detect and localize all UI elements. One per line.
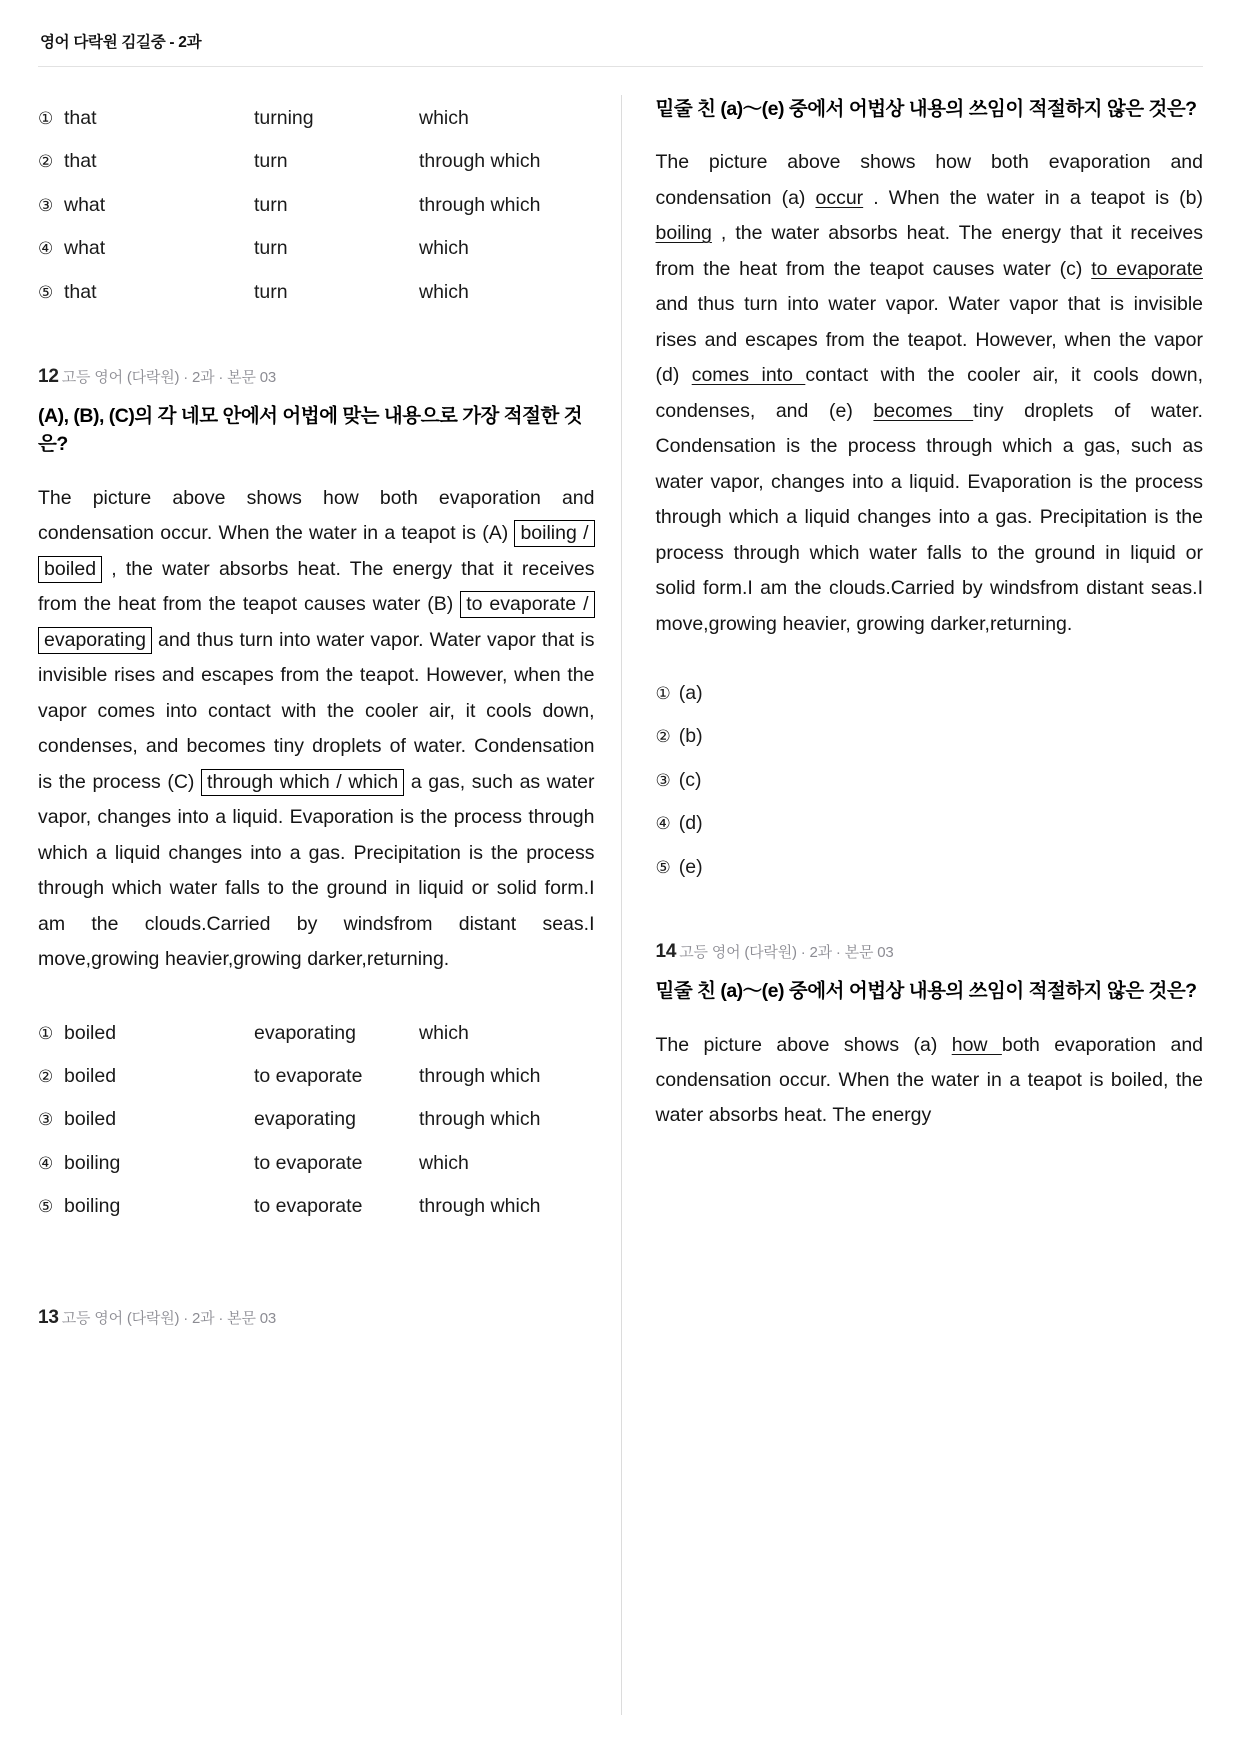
passage-text-part-4: and thus turn into water vapor. Water vapor that is invisible rises and escapes from the teapot. However, when the vapor (d) <box>655 293 1203 387</box>
choice-col-a: boiling <box>64 1195 121 1218</box>
boxed-choice-a[interactable]: boiling / boiled <box>38 520 595 582</box>
table-row[interactable] <box>38 1055 595 1098</box>
passage-text-part-1: The picture above shows how both evaporation and condensation (a) <box>655 151 1203 209</box>
question-12-passage <box>38 481 595 978</box>
choice-col-c: which <box>419 237 469 260</box>
choice-col-c: which <box>419 280 469 303</box>
table-row[interactable] <box>38 1185 595 1228</box>
choice-number: ② <box>38 1066 54 1086</box>
table-row[interactable] <box>38 140 595 183</box>
choice-col-b: to evaporate <box>254 1064 363 1087</box>
choice-col-c: which <box>419 107 469 129</box>
choice-col-a: what <box>64 193 106 216</box>
choice-col-c: which <box>419 1151 469 1174</box>
question-12-choices-table <box>38 1012 595 1229</box>
left-column <box>38 95 621 1329</box>
choice-col-b: turn <box>254 150 288 173</box>
underlined-item-e[interactable]: becomes <box>873 399 974 422</box>
table-row[interactable] <box>38 184 595 227</box>
passage-text-part-3: and thus turn into water vapor. Water vapor that is invisible rises and escapes from the teapot. However, when the vapor comes into contact with the cooler air, it cools down, condenses, and becomes tiny droplets of water. Condensation is the process (C) <box>38 628 595 793</box>
choice-number: ① <box>38 109 54 128</box>
table-row[interactable] <box>38 271 595 314</box>
choice-col-b: to evaporate <box>254 1151 363 1174</box>
underlined-item-a[interactable]: occur <box>815 186 864 209</box>
question-14-source: 고등 영어 (다락원) · 2과 · 본문 03 <box>679 944 894 962</box>
choice-number: ③ <box>38 195 54 215</box>
question-13-choices <box>656 672 1204 889</box>
underlined-item-d[interactable]: comes into <box>691 364 806 387</box>
question-13-number: 13 <box>38 1306 59 1328</box>
underlined-item-c[interactable]: to evaporate <box>1091 257 1203 280</box>
passage-text-part-2: both evaporation and condensation occur. When the water in a teapot is boiled, the water absorbs heat. The energy <box>655 1033 1204 1127</box>
choice-label: (b) <box>678 725 703 748</box>
choice-col-b: turn <box>254 237 288 260</box>
choice-number: ① <box>655 684 671 704</box>
boxed-choice-b[interactable]: to evaporate / evaporating <box>38 591 595 653</box>
list-item[interactable] <box>656 759 1204 802</box>
right-column <box>621 95 1204 1715</box>
underlined-item-a[interactable]: how <box>951 1033 1002 1056</box>
choice-label: (a) <box>678 682 703 705</box>
question-14-number: 14 <box>655 941 677 963</box>
top-choices-table <box>38 97 595 314</box>
table-row[interactable] <box>38 97 595 140</box>
passage-text-part-3: , the water absorbs heat. The energy that it receives from the heat from the teapot causes water (c) <box>655 222 1203 280</box>
question-13-source: 고등 영어 (다락원) · 2과 · 본문 03 <box>61 1309 277 1327</box>
question-12-number: 12 <box>38 366 59 388</box>
choice-number: ③ <box>38 1110 54 1130</box>
choice-number: ② <box>655 727 671 747</box>
choice-col-a: boiling <box>64 1151 121 1174</box>
choice-number: ⑤ <box>38 1197 54 1217</box>
question-12-title: (A), (B), (C)의 각 네모 안에서 어법에 맞는 내용으로 가장 적절한 것은? <box>38 405 583 456</box>
choice-col-c: through which <box>419 150 541 173</box>
passage-text-part-1: The picture above shows (a) <box>655 1033 952 1056</box>
choice-col-b: turn <box>254 193 288 216</box>
list-item[interactable] <box>656 715 1204 758</box>
table-row[interactable] <box>38 1012 595 1055</box>
choice-number: ④ <box>655 814 671 834</box>
question-13-meta <box>38 1307 595 1329</box>
choice-col-a: boiled <box>64 1021 117 1044</box>
question-14-title: 밑줄 친 (a)〜(e) 중에서 어법상 내용의 쓰임이 적절하지 않은 것은? <box>655 980 1197 1003</box>
choice-number: ④ <box>38 1153 54 1173</box>
list-item[interactable] <box>656 672 1204 715</box>
choice-col-c: through which <box>419 1064 541 1087</box>
choice-col-a: that <box>64 280 97 303</box>
table-row[interactable] <box>38 1098 595 1141</box>
question-13-passage <box>656 145 1204 642</box>
choice-col-b: evaporating <box>254 1021 356 1044</box>
choice-label: (d) <box>678 812 703 835</box>
passage-text-part-4: a gas, such as water vapor, changes into a liquid. Evaporation is the process through which a liquid changes into a gas. Precipitation is the process through which water falls to the ground in liquid or solid form.I am the clouds.Carried by windsfrom distant seas.I move,growing heavier,growing darker,returning. <box>38 770 595 971</box>
choice-col-c: which <box>419 1021 469 1044</box>
choice-col-a: boiled <box>64 1108 117 1131</box>
choice-number: ③ <box>655 770 671 790</box>
underlined-item-b[interactable]: boiling <box>655 222 712 245</box>
choice-col-a: that <box>64 107 97 129</box>
boxed-choice-c[interactable]: through which / which <box>201 769 404 796</box>
choice-label: (c) <box>678 768 702 791</box>
question-14-passage <box>656 1028 1204 1134</box>
choice-col-b: turning <box>254 107 314 129</box>
question-14-meta <box>656 941 1204 963</box>
list-item[interactable] <box>656 802 1204 845</box>
choice-col-c: through which <box>419 1108 541 1131</box>
choice-col-a: what <box>64 237 106 260</box>
document-header-title: 영어 다락원 김길중 - 2과 <box>40 34 202 51</box>
question-13-title: 밑줄 친 (a)〜(e) 중에서 어법상 내용의 쓰임이 적절하지 않은 것은? <box>655 98 1197 120</box>
choice-col-b: turn <box>254 280 288 303</box>
passage-text-part-2: . When the water in a teapot is (b) <box>863 186 1203 209</box>
choice-label: (e) <box>678 855 703 878</box>
table-row[interactable] <box>38 1142 595 1185</box>
choice-col-c: through which <box>419 1195 541 1218</box>
choice-col-b: to evaporate <box>254 1195 363 1218</box>
choice-col-c: through which <box>419 193 541 216</box>
two-column-layout <box>38 95 1203 1735</box>
passage-text-part-6: tiny droplets of water. Condensation is the process through which a gas, such as water vapor, changes into a liquid. Evaporation is the process through which a liquid changes into a gas. Precipitation is the process through which water falls to the ground in liquid or solid form.I am the clouds.Carried by windsfrom distant seas.I move,growing heavier, growing darker,returning. <box>655 399 1203 635</box>
choice-col-a: boiled <box>64 1064 117 1087</box>
choice-number: ① <box>38 1023 54 1043</box>
choice-col-b: evaporating <box>254 1108 356 1131</box>
question-12-meta <box>38 366 595 388</box>
choice-number: ⑤ <box>38 282 54 302</box>
table-row[interactable] <box>38 227 595 270</box>
question-12-source: 고등 영어 (다락원) · 2과 · 본문 03 <box>61 369 277 387</box>
passage-text-part-5: contact with the cooler air, it cools down, condenses, and (e) <box>655 364 1203 422</box>
passage-text-part-2: , the water absorbs heat. The energy that it receives from the heat from the teapot causes water (B) <box>38 557 595 616</box>
question-13-block <box>656 95 1204 889</box>
question-12-block <box>38 366 595 1229</box>
spacer <box>38 978 595 1010</box>
passage-text-part-1: The picture above shows how both evaporation and condensation occur. When the water in a teapot is (A) <box>38 486 595 545</box>
question-14-block <box>656 941 1204 1134</box>
choice-number: ⑤ <box>655 857 671 877</box>
choice-number: ② <box>38 152 54 172</box>
header-divider <box>38 66 1203 67</box>
choice-number: ④ <box>38 239 54 259</box>
choice-col-a: that <box>64 150 97 173</box>
list-item[interactable] <box>656 846 1204 889</box>
